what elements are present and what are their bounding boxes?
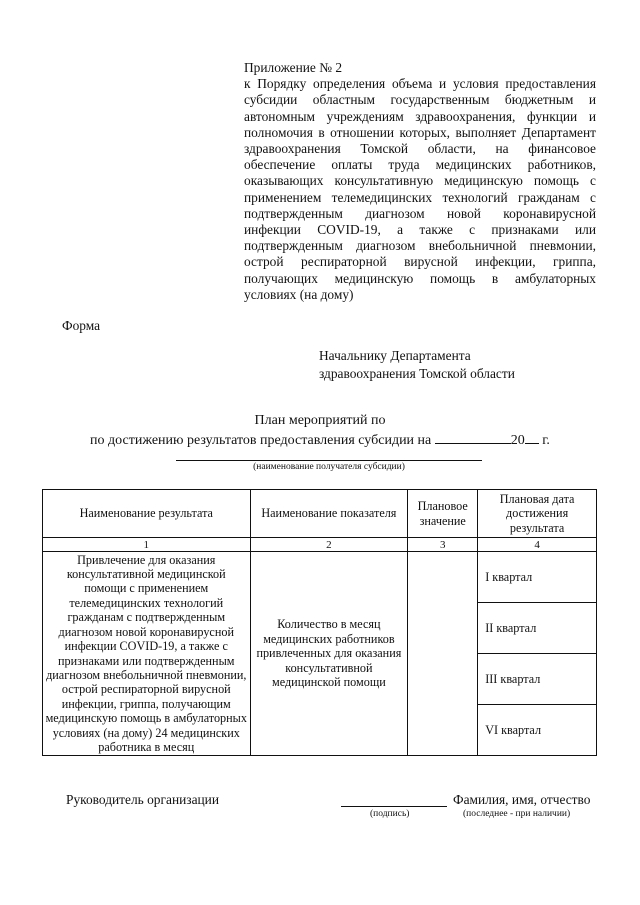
column-number: 2 <box>250 538 408 552</box>
column-number: 1 <box>43 538 251 552</box>
year-prefix: 20 <box>510 433 525 448</box>
quarter-cell: VI квартал <box>478 705 597 756</box>
appendix-title: Приложение № 2 <box>244 60 343 75</box>
indicator-cell: Количество в месяц медицинских работников привлеченных для оказания консультативной медицинской помощи <box>250 552 408 756</box>
table-row <box>43 552 597 603</box>
addressee-line-2: здравоохранения Томской области <box>319 366 515 381</box>
signature-caption: (подпись) <box>370 809 410 819</box>
result-cell: Привлечение для оказания консультативной медицинской помощи с применением телемедицинских технологий гражданам с подтвержденным диагнозом новой коронавирусной инфекции COVID-19, а также с признаками или подтвержденным диагнозом внебольничной пневмонии, острой респираторной вирусной инфекции, гриппа, получающим медицинскую помощь в амбулаторных условиях (на дому) 24 медицинских работника в месяц <box>43 552 251 756</box>
quarter-cell: III квартал <box>478 654 597 705</box>
addressee-block <box>319 347 515 383</box>
table-header-row <box>43 490 597 538</box>
signature-title: Руководитель организации <box>66 792 220 807</box>
name-caption: (последнее - при наличии) <box>463 809 571 819</box>
quarter-cell: I квартал <box>478 552 597 603</box>
quarter-cell: II квартал <box>478 603 597 654</box>
recipient-caption: (наименование получателя субсидии) <box>253 462 405 472</box>
date-blank[interactable] <box>435 431 511 444</box>
plan-subtitle-text: по достижению результатов предоставления субсидии на <box>90 433 432 448</box>
signature-line[interactable] <box>341 806 447 807</box>
addressee-line-1: Начальнику Департамента <box>319 348 471 363</box>
recipient-name-line[interactable] <box>176 460 482 461</box>
column-number: 4 <box>478 538 597 552</box>
signature-name-label: Фамилия, имя, отчество <box>453 792 591 807</box>
year-suffix: г. <box>542 433 550 448</box>
header-indicator: Наименование показателя <box>250 490 408 538</box>
year-blank[interactable] <box>525 431 539 444</box>
form-label: Форма <box>62 318 101 333</box>
header-result: Наименование результата <box>43 490 251 538</box>
appendix-body: к Порядку определения объема и условия предоставления субсидии областным государственным бюджетным и автономным учреждениям здравоохранения, функции и полномочия в отношении которых, выполняет Департамент здравоохранения Томской области, на финансовое обеспечение оплаты труда медицинских работников, оказывающих консультативную медицинскую помощь с применением телемедицинских технологий гражданам с подтвержденным диагнозом новой коронавирусной инфекции COVID-19, а также с признаками или подтвержденным диагнозом внебольничной пневмонии, острой респираторной вирусной инфекции, гриппа, получающих медицинскую помощь в амбулаторных условиях (на дому) <box>244 76 596 302</box>
header-planned-date: Плановая дата достижения результата <box>478 490 597 538</box>
header-planned-value: Плановое значение <box>408 490 478 538</box>
column-numbers-row <box>43 538 597 552</box>
plan-table <box>42 489 597 756</box>
plan-title: План мероприятий по <box>254 413 386 428</box>
appendix-block <box>244 60 596 303</box>
plan-subtitle <box>0 431 640 449</box>
column-number: 3 <box>408 538 478 552</box>
planned-value-cell[interactable] <box>408 552 478 756</box>
